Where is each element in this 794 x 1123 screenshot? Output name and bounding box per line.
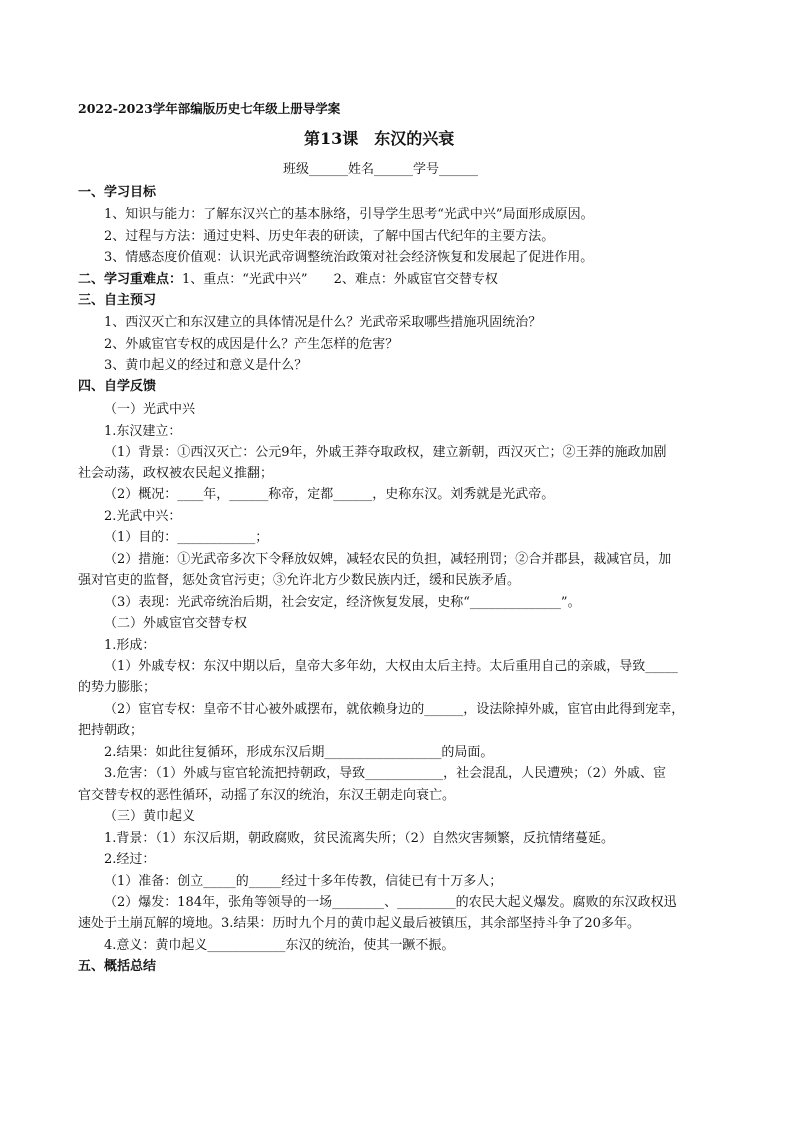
student-info-line: 班级______姓名______学号______ [283,162,479,177]
feedback-line: 1.形成： [104,638,156,653]
key-points-text: 1、重点：“光武中兴” 2、难点：外戚宦官交替专权 [182,272,498,287]
feedback-line: 4.意义：黄巾起义____________东汉的统治，使其一蹶不振。 [104,938,455,953]
key-points-line [78,270,498,290]
section-heading-goals: 一、学习目标 [78,185,157,200]
section-heading-preview: 三、自主预习 [78,293,157,308]
feedback-line: 1.东汉建立： [104,424,182,439]
preview-question: 1、西汉灭亡和东汉建立的具体情况是什么？光武帝采取哪些措施巩固统治？ [104,315,542,330]
feedback-line: （1）目的：____________； [104,530,269,545]
feedback-line: （1）背景：①西汉灭亡：公元9年，外戚王莽夺取政权，建立新朝，西汉灭亡；②王莽的施政加剧 [104,445,667,460]
feedback-line: （2）措施：①光武帝多次下令释放奴婢，减轻农民的负担，减轻刑罚；②合并郡县，裁减官员，加 [104,552,672,567]
feedback-line: （3）表现：光武帝统治后期，社会安定，经济恢复发展，史称“______________”。 [104,595,581,610]
feedback-line: 2.经过： [104,852,156,867]
goal-item: 2、过程与方法：通过史料、历史年表的研读，了解中国古代纪年的主要方法。 [104,229,555,244]
subsection-heading: （二）外戚宦官交替专权 [104,616,248,631]
section-heading-feedback: 四、自学反馈 [78,379,157,394]
feedback-line: （1）准备：创立_____的_____经过十多年传教，信徒已有十万多人； [104,874,503,889]
goal-item: 3、情感态度价值观：认识光武帝调整统治政策对社会经济恢复和发展起了促进作用。 [104,250,594,265]
feedback-line: 官交替专权的恶性循环，动摇了东汉的统治，东汉王朝走向衰亡。 [78,788,456,803]
feedback-line: 3.危害：（1）外戚与宦官轮流把持朝政，导致____________，社会混乱，人民遭殃；（2）外戚、宦 [104,766,666,781]
feedback-line: 2.结果：如此往复循环，形成东汉后期__________________的局面。 [104,745,494,760]
feedback-line: （2）概况：____年，______称帝，定都______，史称东汉。刘秀就是光武帝。 [104,487,555,502]
feedback-line: 强对官吏的监督，惩处贪官污吏；③允许北方少数民族内迁，缓和民族矛盾。 [78,573,521,588]
subsection-heading: （一）光武中兴 [104,402,196,417]
preview-question: 2、外戚宦官专权的成因是什么？产生怎样的危害？ [104,337,399,352]
page-title: 第13课 东汉的兴衰 [304,129,455,148]
feedback-line: 把持朝政； [78,723,144,738]
document-header: 2022-2023学年部编版历史七年级上册导学案 [78,101,341,116]
feedback-line: （2）爆发：184年，张角等领导的一场________、_________的农民大起义爆发。腐败的东汉政权迅 [104,895,677,910]
section-heading-key-points: 二、学习重难点： [78,272,183,287]
feedback-line: （1）外戚专权：东汉中期以后，皇帝大多年幼，大权由太后主持。太后重用自己的亲戚，导致_____ [104,659,678,674]
feedback-line: （2）宦官专权：皇帝不甘心被外戚摆布，就依赖身边的______，设法除掉外戚，宦官由此得到宠幸， [104,702,685,717]
feedback-line: 速处于土崩瓦解的境地。3.结果：历时九个月的黄巾起义最后被镇压，其余部坚持斗争了20多年。 [78,916,640,931]
section-heading-summary: 五、概括总结 [78,959,157,974]
feedback-line: 2.光武中兴： [104,509,182,524]
feedback-line: 的势力膨胀； [78,680,157,695]
preview-question: 3、黄巾起义的经过和意义是什么？ [104,358,308,373]
feedback-line: 社会动荡，政权被农民起义推翻； [78,466,274,481]
goal-item: 1、知识与能力：了解东汉兴亡的基本脉络，引导学生思考“光武中兴”局面形成原因。 [104,207,594,222]
subsection-heading: （三）黄巾起义 [104,809,196,824]
feedback-line: 1.背景：（1）东汉后期，朝政腐败，贫民流离失所；（2）自然灾害频繁，反抗情绪蔓延。 [104,831,614,846]
